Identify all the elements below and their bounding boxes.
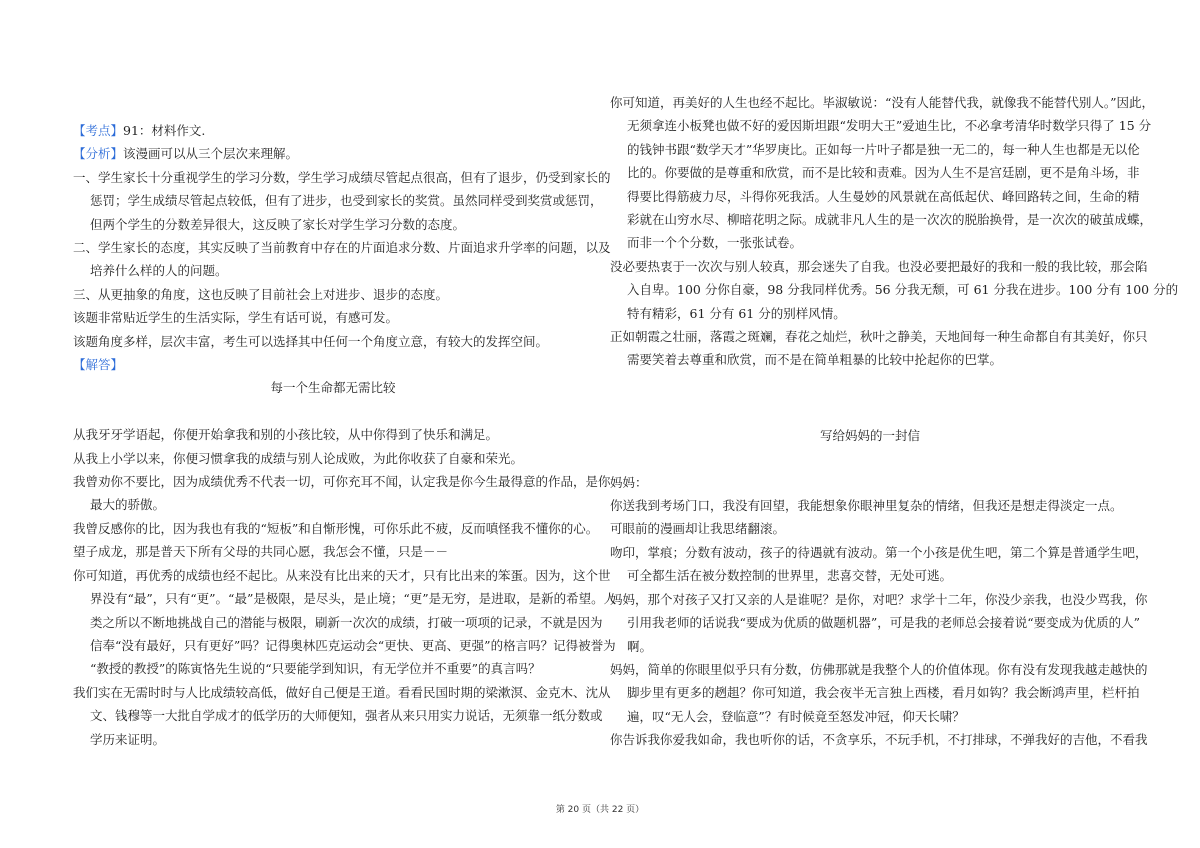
jieda-tag: 【解答】	[73, 357, 124, 373]
essay1-para-1: 从我牙牙学语起，你便开始拿我和别的小孩比较，从中你得到了快乐和满足。	[73, 427, 499, 443]
analysis-note-1: 该题非常贴近学生的生活实际，学生有话可说，有感可发。	[73, 310, 399, 326]
essay1-para-10: 正如朝霞之壮丽，落霞之斑斓，春花之灿烂，秋叶之静美，天地间每一种生命都自有其美好，你只 需要笑着去尊重和欣赏，而不是在简单粗暴的比较中抡起你的巴掌。	[610, 329, 1148, 368]
essay2-salutation: 妈妈：	[610, 474, 648, 490]
essay1-para-3: 我曾劝你不要比，因为成绩优秀不代表一切，可你充耳不闻，认定我是你今生最得意的作品，是你 最大的骄傲。	[73, 474, 611, 513]
essay1-para-6: 你可知道，再优秀的成绩也经不起比。从来没有比出来的天才，只有比出来的笨蛋。因为，这个世 界没有“最”，只有“更”。“最”是极限，是尽头，是止境；“更”是无穷，是进取，是新的希望。人 类之所以不断地挑战自己的潜能与极限，刷新一次次的成绩，打破一项项的记录，不就是因为 信奉“没有最好，只有更好”吗？记得奥林匹克运动会“更快、更高、更强”的格言吗？记得被誉为 “教授的教授”的陈寅恪先生说的“只要能学到知识，有无学位并不重要”的真言吗？	[73, 567, 617, 677]
essay-gap-2	[610, 398, 1130, 424]
analysis-point-2: 二、学生家长的态度，其实反映了当前教育中存在的片面追求分数、片面追求升学率的问题，以及 培养什么样的人的问题。	[73, 240, 611, 279]
essay2-para-2: 可眼前的漫画却让我思绪翻滚。	[610, 521, 786, 537]
essay1-para-2: 从我上小学以来，你便习惯拿我的成绩与别人论成败，为此你收获了自豪和荣光。	[73, 450, 524, 466]
fenxi-line	[73, 142, 593, 165]
kaodian-tag: 【考点】	[73, 123, 124, 138]
essay2-para-1: 你送我到考场门口，我没有回望，我能想象你眼神里复杂的情绪，但我还是想走得淡定一点。	[610, 498, 1123, 514]
essay2-title: 写给妈妈的一封信	[819, 427, 920, 443]
kaodian-line	[73, 119, 593, 142]
analysis-point-1: 一、学生家长十分重视学生的学习分数，学生学习成绩尽管起点很高，但有了退步，仍受到家长的 惩罚；学生成绩尽管起点较低，但有了进步，也受到家长的奖赏。虽然同样受到奖赏或惩罚， 但两个学生的分数差异很大，这反映了家长对学生学习分数的态度。	[73, 169, 611, 232]
essay2-para-3: 吻印，掌痕；分数有波动，孩子的待遇就有波动。第一个小孩是优生吧，第二个算是普通学生吧， 可全都生活在被分数控制的世界里，悲喜交替，无处可逃。	[610, 544, 1148, 584]
analysis-point-3: 三、从更抽象的角度，这也反映了目前社会上对进步、退步的态度。	[73, 286, 449, 302]
essay1-para-4: 我曾反感你的比，因为我也有我的“短板”和自惭形愧，可你乐此不疲，反而嗔怪我不懂你的心。	[73, 520, 599, 536]
kaodian-text: 91：材料作文.	[123, 123, 206, 138]
essay1-para-7: 我们实在无需时时与人比成绩较高低，做好自己便是王道。看看民国时期的梁漱溟、金克木、沈从 文、钱穆等一大批自学成才的低学历的大师便知，强者从来只用实力说话，无须靠一纸分数或 学历来证明。	[73, 684, 611, 747]
fenxi-text: 该漫画可以从三个层次来理解。	[123, 146, 299, 162]
page-footer: 第 20 页（共 22 页）	[555, 805, 645, 815]
essay1-para-9: 没必要热衷于一次次与别人较真，那会迷失了自我。也没必要把最好的我和一般的我比较，那会陷 入自卑。100 分你自豪，98 分我同样优秀。56 分我无颓，可 61 分我在进步。100 分有 100 分的 特有精彩，61 分有 61 分的别样风情。	[610, 258, 1179, 321]
essay2-para-5: 妈妈，简单的你眼里似乎只有分数，仿佛那就是我整个人的价值体现。你有没有发现我越走越快的 脚步里有更多的趔趄？你可知道，我会夜半无言独上西楼，看月如钩？我会断鸿声里，栏杆拍 遍，叹“无人会，登临意”？有时候竟至怒发冲冠，仰天长啸？	[610, 661, 1148, 724]
title-gap-2	[610, 447, 1130, 470]
title-gap	[73, 400, 593, 423]
essay2-para-4: 妈妈，那个对孩子又打又亲的人是谁呢？是你，对吧？求学十二年，你没少亲我，也没少骂我，你 引用我老师的话说我“要成为优质的做题机器”，可是我的老师总会接着说“要变成为优质的人” 啊。	[610, 591, 1148, 654]
left-column	[73, 119, 617, 751]
essay1-title: 每一个生命都无需比较	[270, 380, 396, 396]
essay1-para-5: 望子成龙，那是普天下所有父母的共同心愿，我怎会不懂，只是－－	[73, 544, 449, 560]
essay1-para-8: 你可知道，再美好的人生也经不起比。毕淑敏说：“没有人能替代我，就像我不能替代别人。”因此， 无须拿连小板凳也做不好的爱因斯坦跟“发明大王”爱迪生比，不必拿考清华时数学只得了 15 分 的钱钟书跟“数学天才”华罗庚比。正如每一片叶子都是独一无二的，每一种人生也都是无以伦 比的。你要做的是尊重和欣赏，而不是比较和责难。因为人生不是宫廷剧，更不是角斗场，非 得要比得筋疲力尽，斗得你死我活。人生曼妙的风景就在高低起伏、峰回路转之间，生命的精 彩就在山穷水尽、柳暗花明之际。成就非凡人生的是一次次的脱胎换骨，是一次次的破茧成蝶， 而非一个个分数，一张张试卷。	[610, 95, 1155, 251]
essay2-para-6: 你告诉我你爱我如命，我也听你的话，不贪享乐，不玩手机，不打排球，不弹我好的吉他，不看我	[610, 732, 1148, 748]
right-column	[610, 91, 1179, 752]
essay-gap	[610, 372, 1130, 398]
analysis-note-2: 该题角度多样，层次丰富，考生可以选择其中任何一个角度立意，有较大的发挥空间。	[73, 333, 549, 349]
fenxi-tag: 【分析】	[73, 146, 124, 162]
